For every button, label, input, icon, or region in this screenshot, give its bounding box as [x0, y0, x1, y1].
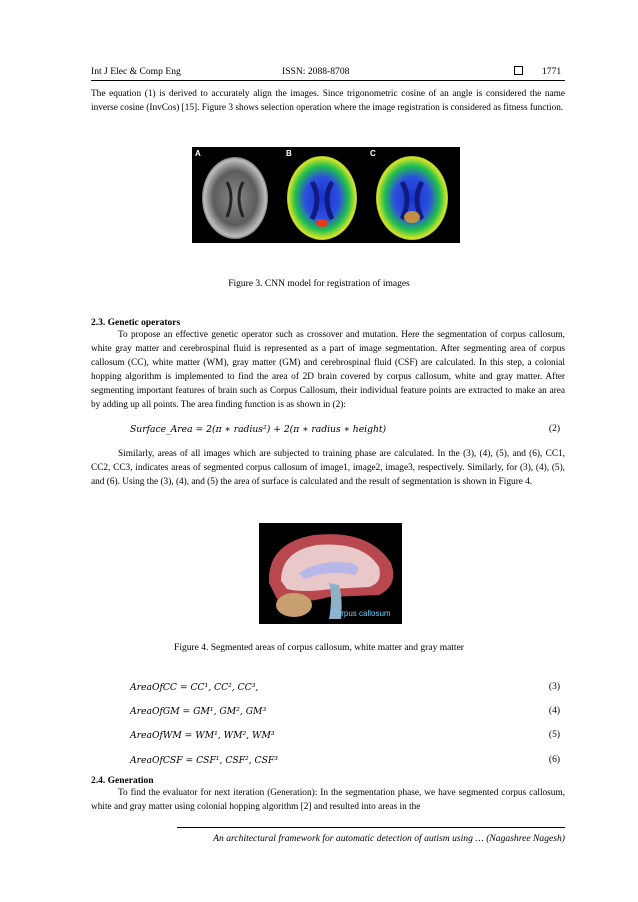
footer-text: An architectural framework for automatic detection of autism using … (Nagashree Nagesh): [213, 833, 565, 844]
footer-rule: [177, 827, 565, 828]
figure-4-caption: Figure 4. Segmented areas of corpus callosum, white matter and gray matter: [174, 643, 464, 653]
equation-6: AreaOfCSF = CSF¹, CSF², CSF³: [130, 755, 278, 766]
scan-a: [202, 157, 268, 239]
header-rule: [91, 80, 565, 81]
section-2-4-title: 2.4. Generation: [91, 776, 154, 786]
figure-3-caption: Figure 3. CNN model for registration of images: [228, 279, 410, 289]
panel-label-c: C: [370, 149, 376, 158]
journal-name: Int J Elec & Comp Eng: [91, 66, 181, 77]
scan-c: [376, 156, 448, 240]
equation-2: Surface_Area = 2(π ∗ radius²) + 2(π ∗ radius ∗ height): [130, 424, 387, 435]
section-2-3-paragraph-2: Similarly, areas of all images which are subjected to training phase are calculated. In the (3), (4), (5), and (6), CC1, CC2, CC3, indicates areas of segmented corpus callosum of image1, image2, image3, respectively. Similarly, for (3), (4), (5), and (6). Using the (3), (4), and (5) the area of surface is calculated and the result of segmentation is shown in Figure 4.: [91, 449, 565, 487]
equation-3-number: (3): [548, 682, 560, 692]
equation-6-number: (6): [548, 755, 560, 765]
section-2-3-title: 2.3. Genetic operators: [91, 318, 181, 328]
figure-3-brain-scans: [192, 147, 460, 243]
checkbox-icon: [514, 66, 523, 75]
equation-3: AreaOfCC = CC¹, CC², CC³,: [130, 682, 259, 693]
figure-4-image: [259, 523, 402, 624]
panel-label-b: B: [286, 149, 292, 158]
intro-paragraph: The equation (1) is derived to accurately align the images. Since trigonometric cosine of an angle is considered the name inverse cosine (InvCos) [15]. Figure 3 shows selection operation where the image registration is considered as fitness function.: [91, 89, 565, 113]
equation-4-number: (4): [548, 706, 560, 716]
section-2-3-paragraph-1: To propose an effective genetic operator such as crossover and mutation. Here the segmentation of corpus callosum, white gray matter and cerebrospinal fluid is represented as a part of image segmentation. After segmenting area of corpus callosum (CC), white matter (WM), gray matter (GM) and cerebrospinal fluid (CSF) are calculated. In this step, a colonial hopping algorithm is implemented to find the area of 2D brain covered by corpus callosum, white and gray matter. After segmenting important features of brain such as Corpus Callosum, their individual feature points are extracted to make an area by adding up all points. The area finding function is as shown in (2):: [91, 330, 565, 410]
page-number: 1771: [542, 66, 562, 77]
panel-label-a: A: [195, 149, 201, 158]
figure-3-image: [192, 147, 460, 243]
section-2-4-paragraph: To find the evaluator for next iteration (Generation): In the segmentation phase, we have segmented corpus callosum, white and gray matter using colonial hopping algorithm [2] and resulted into areas in the: [91, 788, 565, 812]
equation-5: AreaOfWM = WM¹, WM², WM³: [130, 730, 275, 741]
scan-b: [287, 156, 357, 240]
figure-4-brain-sagittal: [259, 523, 402, 624]
equation-5-number: (5): [548, 730, 560, 740]
issn: ISSN: 2088-8708: [282, 66, 350, 77]
equation-2-number: (2): [548, 424, 560, 434]
equation-4: AreaOfGM = GM¹, GM², GM³: [130, 706, 267, 717]
figure-4-label: Corpus callosum: [331, 609, 391, 618]
